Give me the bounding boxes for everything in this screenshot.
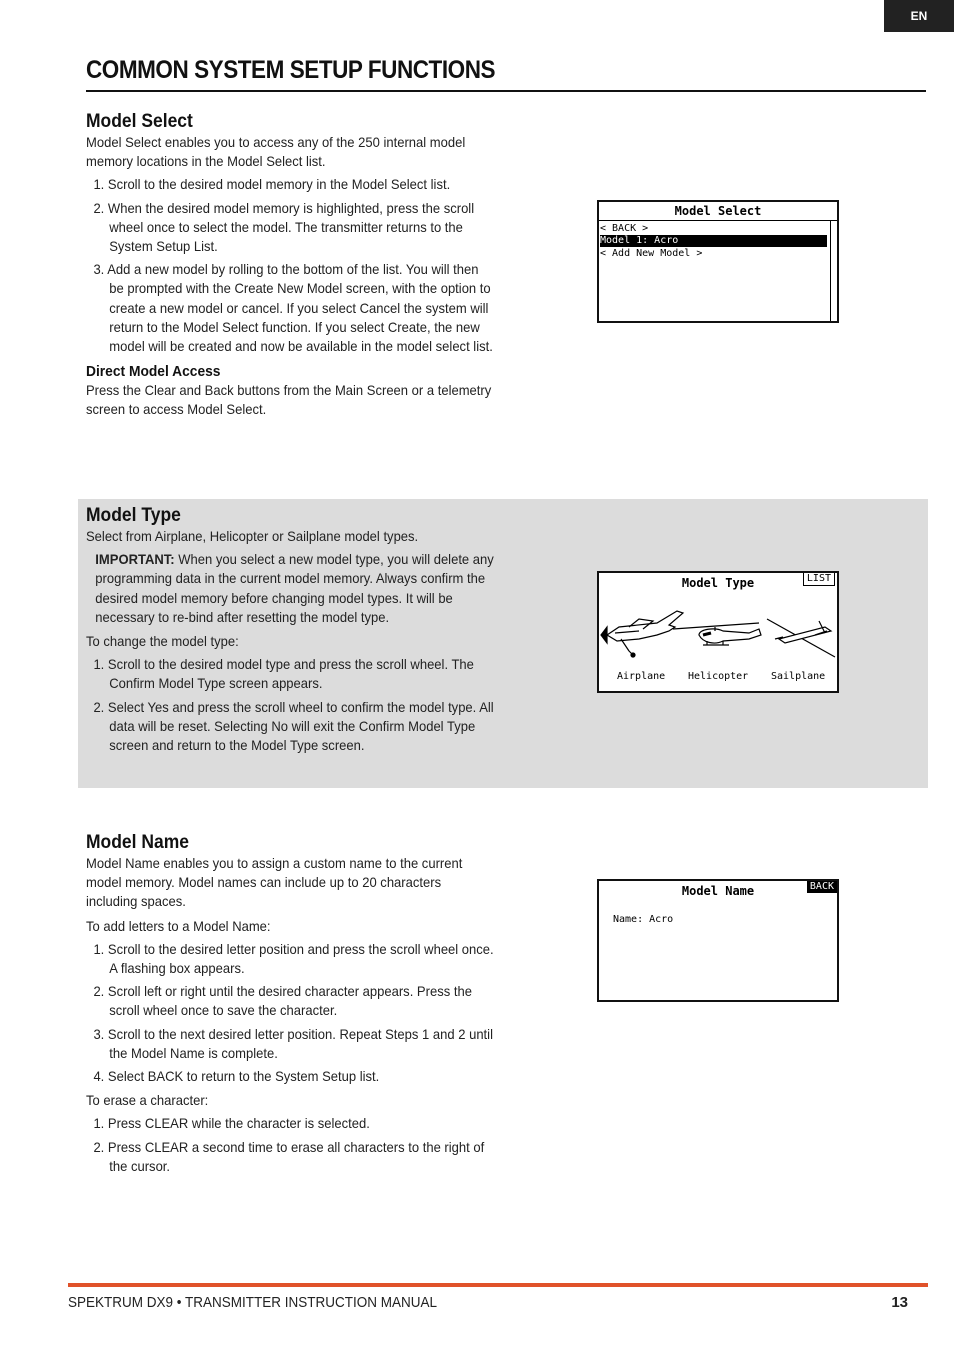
helicopter-icon — [673, 623, 761, 645]
change-model-type-label: To change the model type: — [86, 633, 239, 650]
name-line: Name: Acro — [613, 914, 674, 925]
page-number: 13 — [891, 1294, 908, 1311]
title-divider — [86, 90, 926, 92]
erase-character-steps — [86, 1114, 496, 1176]
model-select-screen — [597, 200, 839, 323]
clear-key-label: CLEAR — [144, 1138, 189, 1155]
list-item — [86, 1114, 495, 1133]
list-item: 2. Select Yes and press the scroll wheel to confirm the model type. All data will be reset. Selecting No will exit the Confirm Model Type screen and return to the Model Type screen. — [93, 698, 494, 754]
direct-model-access-heading: Direct Model Access — [86, 363, 221, 381]
list-item: 1. Scroll to the desired letter position and press the scroll wheel once. A flashing box appears. — [93, 940, 494, 977]
lcd-row: < Add New Model > — [600, 248, 703, 259]
list-item: 3. Add a new model by rolling to the bottom of the list. You will then be prompted with the Create New Model screen, with the option to create a new model or cancel. If you select Cancel the system will return to the Model Select function. If you select Create, the new model will be created and now be available in the model select list. — [93, 261, 493, 355]
model-type-section — [86, 505, 496, 759]
sailplane-icon — [767, 619, 835, 657]
lcd-title: Model Name — [681, 884, 755, 898]
sailplane-label: Sailplane — [771, 671, 826, 682]
model-type-heading: Model Type — [86, 505, 181, 526]
model-name-screen — [597, 879, 839, 1002]
important-note — [86, 550, 495, 627]
lcd-scrollbar — [830, 221, 831, 321]
list-item — [86, 1138, 495, 1176]
model-name-section — [86, 832, 496, 1180]
direct-model-access-text: Press the Clear and Back buttons from the Main Screen or a telemetry screen to access Model Select. — [86, 382, 492, 418]
step-suffix: a second time to erase all characters to the right of the cursor. — [109, 1138, 485, 1174]
airplane-label: Airplane — [617, 671, 666, 682]
model-type-screen — [597, 571, 839, 693]
lcd-divider — [599, 220, 837, 221]
list-item: 4. Select BACK to return to the System Setup list. — [93, 1068, 380, 1085]
model-select-intro: Model Select enables you to access any of the 250 internal model memory locations in the Model Select list. — [86, 134, 466, 170]
footer-manual-title: SPEKTRUM DX9 • TRANSMITTER INSTRUCTION MANUAL — [68, 1294, 438, 1311]
step-prefix: 1. Press — [93, 1115, 145, 1132]
language-tab[interactable]: EN — [884, 0, 954, 32]
list-item: 3. Scroll to the next desired letter position. Repeat Steps 1 and 2 until the Model Name is complete. — [93, 1025, 493, 1061]
model-type-icons — [599, 605, 837, 675]
clear-key-label: CLEAR — [144, 1115, 189, 1132]
page-title: COMMON SYSTEM SETUP FUNCTIONS — [86, 56, 496, 84]
lcd-row: < BACK > — [600, 223, 649, 234]
step-prefix: 2. Press — [93, 1138, 145, 1155]
important-label: IMPORTANT: — [95, 551, 175, 568]
model-select-steps — [86, 175, 496, 356]
list-item: 1. Scroll to the desired model type and press the scroll wheel. The Confirm Model Type screen appears. — [93, 656, 474, 692]
erase-character-label: To erase a character: — [86, 1092, 209, 1109]
add-letters-label: To add letters to a Model Name: — [86, 917, 271, 934]
lcd-title: Model Select — [674, 204, 762, 218]
list-item: 2. When the desired model memory is highlighted, press the scroll wheel once to select the model. The transmitter returns to the System Setup List. — [93, 199, 475, 255]
lcd-row-selected: Model 1: Acro — [600, 235, 827, 247]
airplane-icon — [601, 611, 683, 657]
model-name-intro: Model Name enables you to assign a custom name to the current model memory. Model names can include up to 20 characters including spaces. — [86, 855, 463, 910]
footer-divider — [68, 1283, 928, 1287]
model-name-heading: Model Name — [86, 832, 189, 853]
list-item: 1. Scroll to the desired model memory in the Model Select list. — [93, 176, 451, 193]
model-type-steps — [86, 655, 496, 755]
add-letters-steps — [86, 940, 496, 1086]
lcd-title: Model Type — [681, 576, 755, 590]
step-suffix: while the character is selected. — [188, 1115, 370, 1132]
helicopter-label: Helicopter — [688, 671, 749, 682]
model-select-section — [86, 111, 496, 420]
list-item: 2. Scroll left or right until the desired character appears. Press the scroll wheel once to save the character. — [93, 983, 472, 1019]
list-tag: LIST — [803, 573, 835, 586]
back-tag: BACK — [807, 881, 837, 893]
model-select-heading: Model Select — [86, 111, 193, 132]
model-type-intro: Select from Airplane, Helicopter or Sailplane model types. — [86, 528, 419, 544]
important-text: When you select a new model type, you will delete any programming data in the current model memory. Always confirm the desired model memory before changing model types. It will be necessary to re-bind after resetting the model type. — [95, 551, 494, 625]
